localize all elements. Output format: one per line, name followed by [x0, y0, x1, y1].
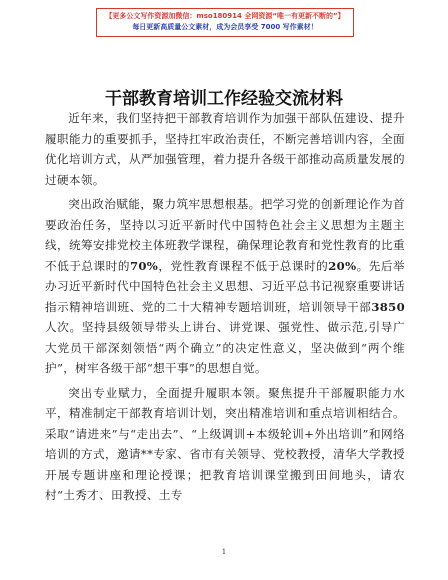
paragraph-political [45, 194, 405, 379]
promo-banner-line-1: 【更多公文写作资源加微信：mso180914 全网资源“唯一有更新不断的”】 [105, 12, 345, 20]
paragraph-text: 。先后举办习近平新时代中国特色社会主义思想、习近平总书记视察重要讲话指示精神培训班、党的二十大精神专题培训班，培训领导干部 [45, 258, 405, 314]
highlight-number: 20% [328, 258, 357, 273]
promo-banner-line-2: 每日更新高质量公文素材，成为会员享受 7000 写作素材！ [132, 23, 318, 31]
paragraph-intro: 近年来，我们坚持把干部教育培训作为加强干部队伍建设、提升履职能力的重要抓手，坚持扛牢政治责任，不断完善培训内容，全面优化培训方式，从严加强管理，着力提升各级干部推动高质量发展的过硬本领。 [45, 111, 405, 187]
paragraph-text: ，党性教育课程不低于总课时的 [158, 258, 329, 273]
paragraph-text: 人次。坚持县级领导带头上讲台、讲党课、强党性、做示范,引导广大党员干部深刻领悟“两个确立”的决定性意义，坚决做到“两个维护”，树牢各级干部“想干事”的思想自觉。 [45, 320, 405, 375]
highlight-number: 3850 [371, 299, 405, 314]
paragraph-professional: 突出专业赋力，全面提升履职本领。聚焦提升干部履职能力水平，精准制定干部教育培训计划，突出精准培训和重点培训相结合。采取“请进来”与“走出去”、“上级调训+本级轮训+外出培训”和网络培训的方式，邀请**专家、省市有关领导、党校教授，清华大学教授开展专题讲座和理论授课；把教育培训课堂搬到田间地头，请农村“土秀才、田教授、土专 [45, 385, 405, 502]
highlight-number: 70% [129, 258, 159, 273]
paragraph-text: 突出政治赋能，聚力筑牢思想根基。把学习党的创新理论作为首要政治任务，坚持以习近平新时代中国特色社会主义思想为主题主线，统筹安排党校主体班教学课程，确保理论教育和党性教育的比重不低于总课时的 [45, 197, 405, 273]
page-number: 1 [221, 548, 227, 556]
promo-banner [96, 8, 354, 37]
document-body [45, 108, 405, 510]
document-title: 干部教育培训工作经验交流材料 [105, 89, 343, 109]
